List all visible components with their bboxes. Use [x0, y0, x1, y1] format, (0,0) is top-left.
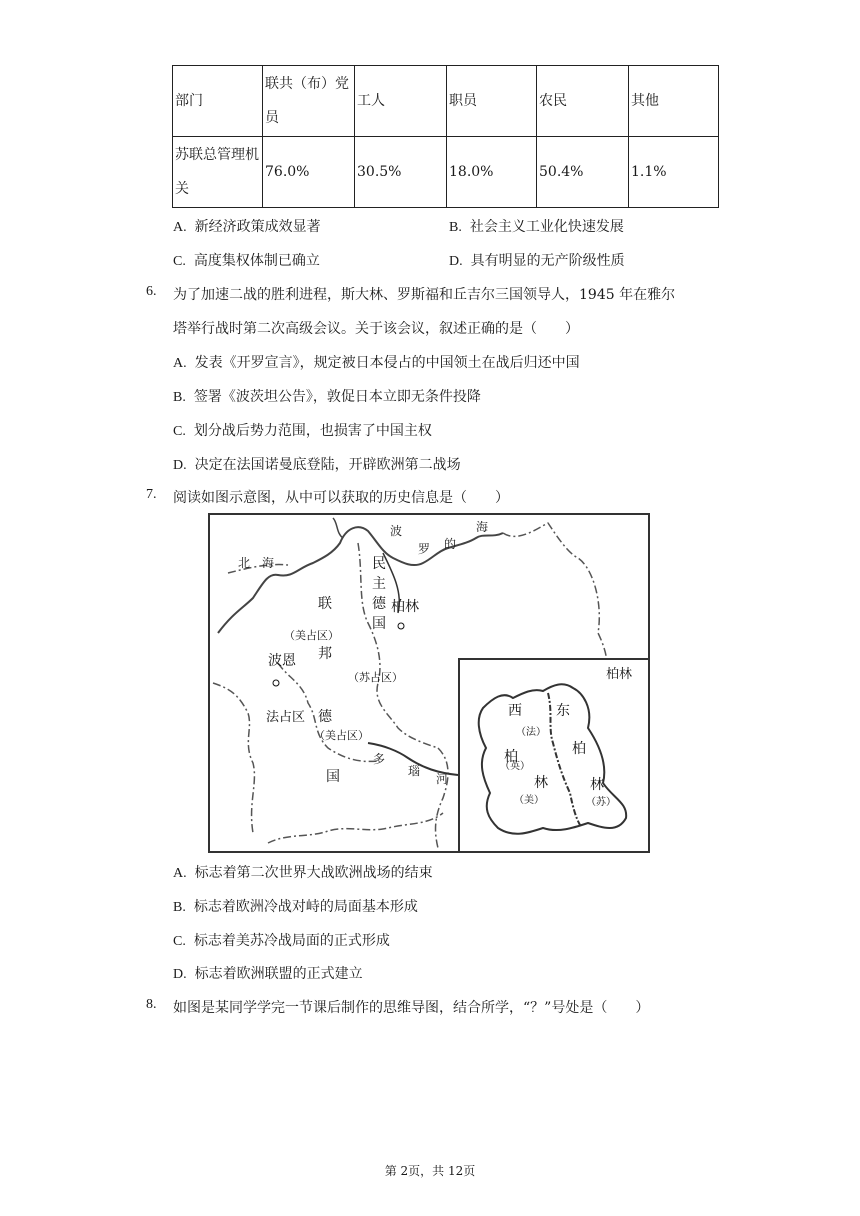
- table-header-cell: 其他: [629, 66, 719, 137]
- west-berlin-label: 柏: [504, 749, 518, 765]
- question-number: 7.: [146, 487, 157, 502]
- q6-option-a[interactable]: A. 发表《开罗宣言》，规定被日本侵占的中国领土在战后归还中国: [173, 355, 580, 371]
- east-berlin-label: 林: [590, 777, 604, 793]
- us-zone-label: （美占区）: [284, 629, 339, 642]
- inset-title: 柏林: [606, 667, 633, 682]
- berlin-label: 柏林: [391, 599, 419, 615]
- page-footer: 第 2页，共 12页: [384, 1164, 476, 1178]
- q5-option-d[interactable]: D. 具有明显的无产阶级性质: [449, 253, 625, 269]
- question-text: 为了加速二战的胜利进程，斯大林、罗斯福和丘吉尔三国领导人，1945 年在雅尔: [173, 287, 676, 303]
- question-text: 如图是某同学学完一节课后制作的思维导图，结合所学，“？”号处是（ ）: [173, 1000, 650, 1016]
- q7-option-c[interactable]: C. 标志着美苏冷战局面的正式形成: [173, 933, 390, 949]
- table-header-cell: 农民: [537, 66, 629, 137]
- west-berlin-label: 西: [508, 703, 522, 719]
- q7-option-d[interactable]: D. 标志着欧洲联盟的正式建立: [173, 966, 363, 982]
- frg-label: 邦: [318, 646, 332, 662]
- frg-label: 国: [326, 769, 340, 785]
- q5-option-b[interactable]: B. 社会主义工业化快速发展: [449, 219, 624, 235]
- frg-label: 德: [318, 709, 332, 725]
- danube-label: 多: [373, 752, 386, 766]
- germany-division-map: [208, 513, 650, 853]
- su-zone-label: （苏占区）: [348, 671, 403, 684]
- us-zone-label: （美占区）: [314, 729, 369, 742]
- gdr-label: 主: [372, 576, 386, 592]
- table-header-cell: 工人: [355, 66, 447, 137]
- q6-option-d[interactable]: D. 决定在法国诺曼底登陆，开辟欧洲第二战场: [173, 457, 461, 473]
- q5-option-a[interactable]: A. 新经济政策成效显著: [173, 219, 321, 235]
- inset-us-label: （美）: [514, 795, 544, 806]
- gdr-label: 德: [372, 596, 386, 612]
- fr-zone-label: 法占区: [266, 710, 306, 725]
- q6-option-c[interactable]: C. 划分战后势力范围，也损害了中国主权: [173, 423, 432, 439]
- q5-option-c[interactable]: C. 高度集权体制已确立: [173, 253, 320, 269]
- q6-option-b[interactable]: B. 签署《波茨坦公告》，敦促日本立即无条件投降: [173, 389, 481, 405]
- question-text: 塔举行战时第二次高级会议。关于该会议，叙述正确的是（ ）: [173, 321, 579, 337]
- inset-uk-label: （英）: [500, 761, 530, 772]
- table-cell: 50.4%: [537, 137, 629, 208]
- danube-label: 瑙: [408, 764, 421, 778]
- table-header-cell: 部门: [173, 66, 263, 137]
- baltic-label: 波: [390, 524, 403, 538]
- danube-label: 河: [436, 772, 449, 786]
- question-number: 6.: [146, 284, 157, 299]
- table-cell: 1.1%: [629, 137, 719, 208]
- east-berlin-label: 柏: [572, 741, 586, 757]
- west-berlin-label: 林: [534, 775, 548, 791]
- question-number: 8.: [146, 997, 157, 1012]
- east-berlin-label: 东: [556, 703, 570, 719]
- baltic-label: 的: [444, 537, 457, 551]
- q7-option-a[interactable]: A. 标志着第二次世界大战欧洲战场的结束: [173, 865, 433, 881]
- inset-fr-label: （法）: [516, 727, 546, 738]
- inset-su-label: （苏）: [586, 797, 616, 808]
- question-text: 阅读如图示意图，从中可以获取的历史信息是（ ）: [173, 490, 509, 506]
- statistics-table: [172, 65, 719, 208]
- table-cell: 苏联总管理机关: [173, 137, 263, 208]
- north-sea-label: 北 海: [238, 556, 275, 570]
- table-cell: 18.0%: [447, 137, 537, 208]
- q7-option-b[interactable]: B. 标志着欧洲冷战对峙的局面基本形成: [173, 899, 418, 915]
- frg-label: 联: [318, 596, 332, 612]
- table-row: [173, 137, 719, 208]
- bonn-label: 波恩: [268, 653, 296, 669]
- gdr-label: 民: [372, 556, 386, 572]
- baltic-label: 海: [476, 520, 489, 534]
- table-header-cell: 职员: [447, 66, 537, 137]
- table-header-row: [173, 66, 719, 137]
- table-cell: 76.0%: [263, 137, 355, 208]
- baltic-label: 罗: [418, 542, 431, 556]
- gdr-label: 国: [372, 616, 386, 632]
- table-header-cell: 联共（布）党员: [263, 66, 355, 137]
- table-cell: 30.5%: [355, 137, 447, 208]
